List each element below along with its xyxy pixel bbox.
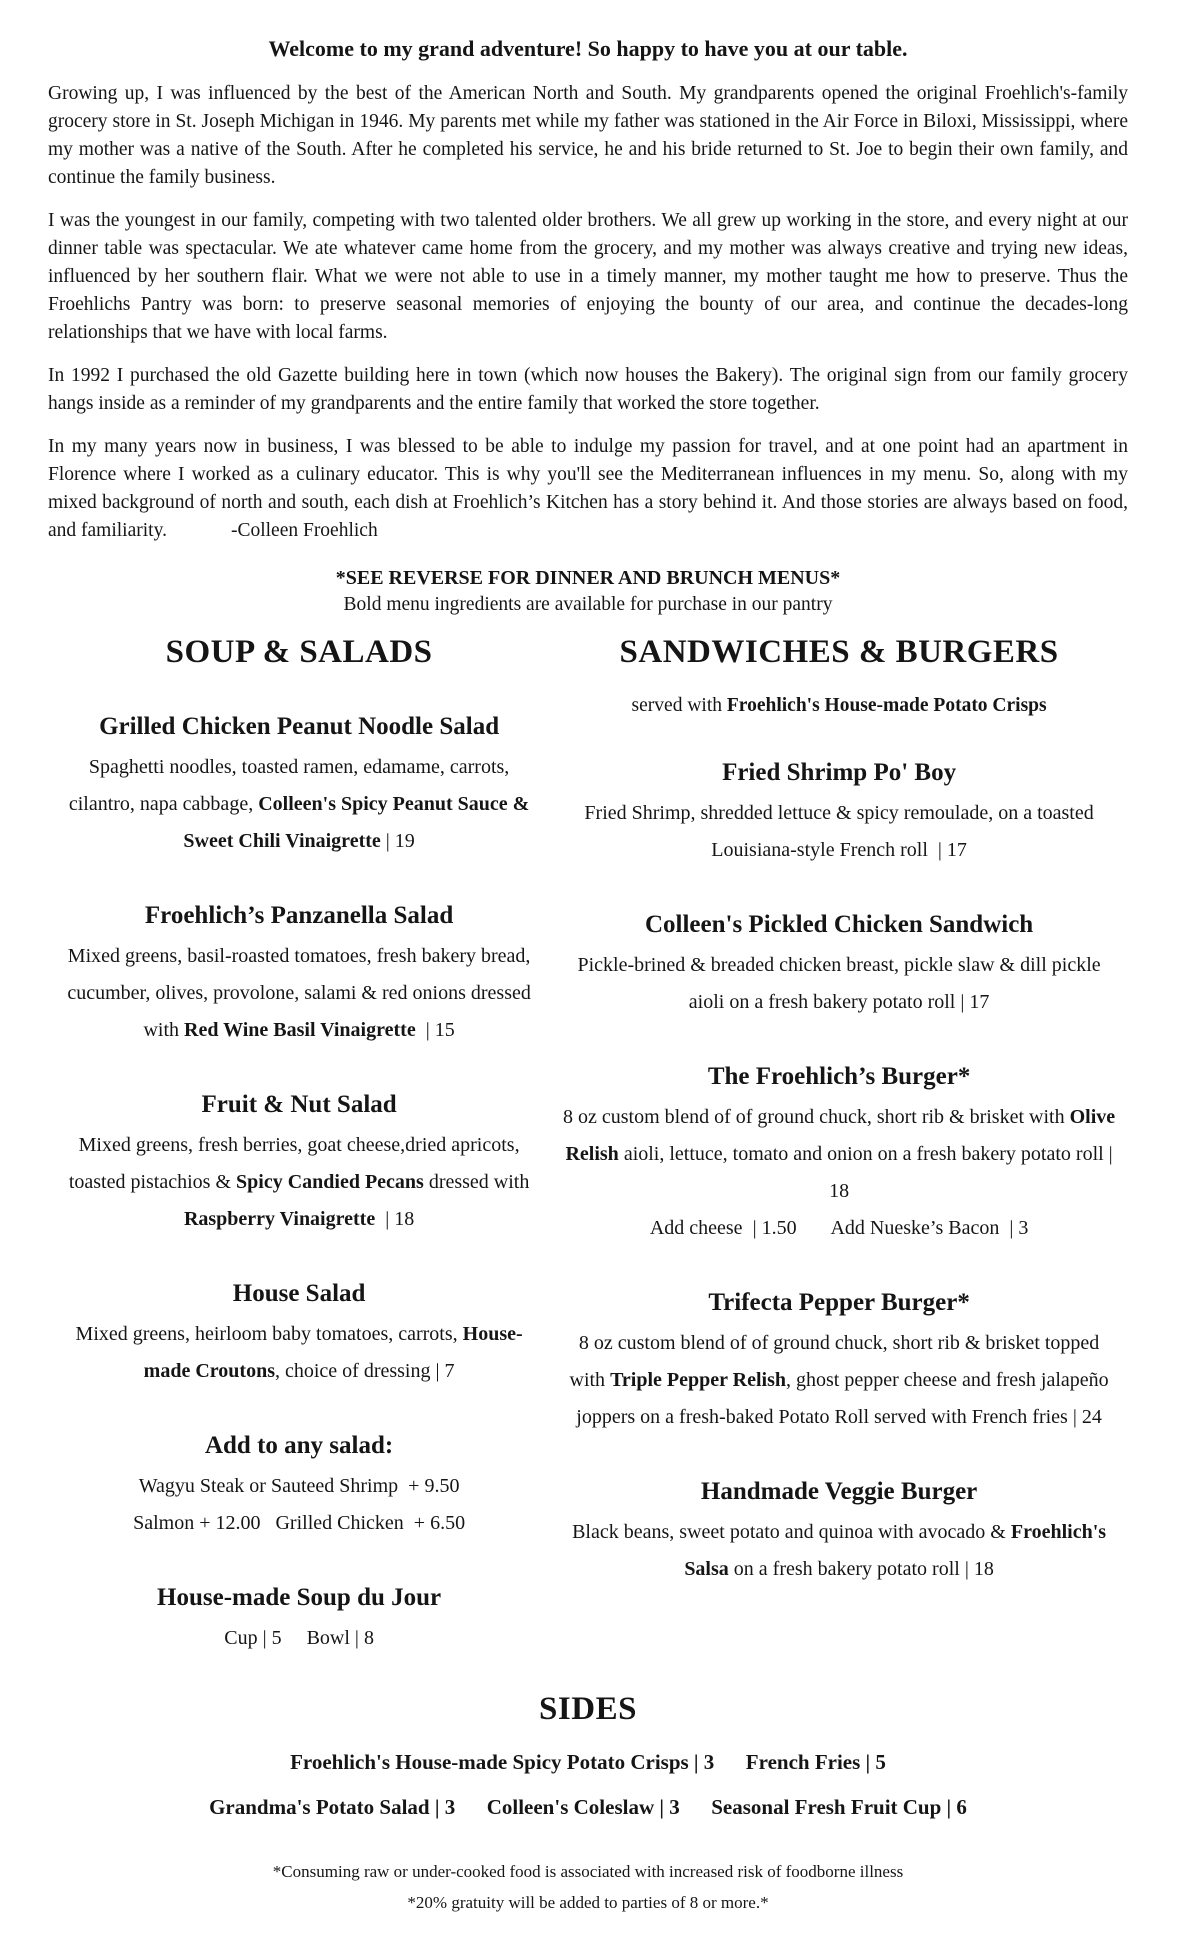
- description-text: 8 oz custom blend of of ground chuck, short rib & brisket with: [563, 1106, 1070, 1128]
- menu-item: [550, 759, 1128, 869]
- menu-item: [48, 713, 550, 860]
- sandwiches-and-burgers-items: [550, 759, 1128, 1588]
- menu-item-line: Cup | 5 Bowl | 8: [224, 1627, 374, 1649]
- menu-item-description: [559, 947, 1119, 1021]
- menu-item: [48, 902, 550, 1049]
- description-text: 8 oz custom blend of of ground chuck, short rib & brisket topped with: [569, 1332, 1105, 1391]
- menu-columns: [48, 618, 1128, 1657]
- menu-item: [550, 911, 1128, 1021]
- menu-item-name: The Froehlich’s Burger*: [707, 1063, 971, 1090]
- pantry-note: Bold menu ingredients are available for purchase in our pantry: [343, 594, 833, 615]
- description-text: Mixed greens, heirloom baby tomatoes, carrots,: [75, 1323, 463, 1345]
- menu-item: [48, 1584, 550, 1657]
- menu-item-line: Wagyu Steak or Sauteed Shrimp + 9.50: [138, 1475, 460, 1497]
- pantry-ingredient: Spicy Candied Pecans: [236, 1171, 424, 1193]
- gratuity-note: *20% gratuity will be added to parties of 8 or more.*: [407, 1893, 769, 1912]
- intro-story: [48, 80, 1128, 545]
- pantry-ingredient: Froehlich's Salsa: [684, 1521, 1112, 1580]
- pantry-ingredient: Froehlich's House-made Potato Crisps: [726, 695, 1047, 716]
- menu-item-addons: Add cheese | 1.50 Add Nueske’s Bacon | 3: [649, 1217, 1029, 1239]
- pantry-ingredient: Olive Relish: [565, 1106, 1121, 1165]
- pantry-ingredient: Raspberry Vinaigrette: [183, 1208, 376, 1230]
- menu-item-name: Add to any salad:: [204, 1432, 394, 1459]
- menu-item-name: Trifecta Pepper Burger*: [708, 1289, 970, 1316]
- menu-item-name: Colleen's Pickled Chicken Sandwich: [644, 911, 1034, 938]
- menu-item-name: Fried Shrimp Po' Boy: [722, 759, 957, 786]
- menu-item-description: [60, 938, 538, 1049]
- intro-paragraph-4: [48, 433, 1128, 545]
- menu-item-description: [60, 1127, 538, 1238]
- intro-paragraph-1: Growing up, I was influenced by the best of the American North and South. My grandparents opened the original Froehlich's-family grocery store in St. Joseph Michigan in 1946. My parents met while my father was stationed in the Air Force in Biloxi, Mississippi, where my mother was a native of the South. After he completed his service, he and his bride returned to St. Joe to begin their own family, and continue the family business.: [48, 83, 1128, 188]
- description-text: Mixed greens, fresh berries, goat cheese,dried apricots, toasted pistachios &: [68, 1134, 525, 1193]
- description-text: , choice of dressing | 7: [274, 1360, 455, 1382]
- menu-item-name: House-made Soup du Jour: [157, 1584, 442, 1611]
- menu-item: [48, 1432, 550, 1542]
- sides-title: SIDES: [539, 1691, 637, 1727]
- menu-item-description: [559, 1099, 1119, 1210]
- menu-item-name: Grilled Chicken Peanut Noodle Salad: [99, 713, 500, 740]
- pantry-ingredient: House-made Croutons: [143, 1323, 523, 1382]
- description-text: served with: [631, 695, 727, 716]
- description-text: aioli, lettuce, tomato and onion on a fresh bakery potato roll | 18: [618, 1143, 1118, 1202]
- signature: -Colleen Froehlich: [230, 520, 378, 541]
- raw-food-warning: *Consuming raw or under-cooked food is associated with increased risk of foodborne illness: [272, 1862, 904, 1881]
- menu-item-name: Froehlich’s Panzanella Salad: [144, 902, 454, 929]
- description-text: | 18: [375, 1208, 415, 1230]
- soup-and-salads-items: [48, 713, 550, 1657]
- menu-item: [550, 1289, 1128, 1436]
- menu-item-description: [559, 1325, 1119, 1436]
- sandwiches-and-burgers-section: [550, 618, 1128, 1588]
- pantry-ingredient: Red Wine Basil Vinaigrette: [184, 1019, 416, 1041]
- sides-line-1: Froehlich's House-made Spicy Potato Crisps | 3 French Fries | 5: [290, 1750, 886, 1774]
- menu-item-line: Salmon + 12.00 Grilled Chicken + 6.50: [133, 1512, 466, 1534]
- menu-item-name: Handmade Veggie Burger: [700, 1478, 978, 1505]
- description-text: , ghost pepper cheese and fresh jalapeño joppers on a fresh-baked Potato Roll served with French fries | 24: [576, 1369, 1114, 1428]
- reverse-menus-note: *SEE REVERSE FOR DINNER AND BRUNCH MENUS*: [335, 567, 841, 589]
- intro-paragraph-3: In 1992 I purchased the old Gazette building here in town (which now houses the Bakery). The original sign from our family grocery hangs inside as a reminder of my grandparents and the entire family that worked the store together.: [48, 365, 1128, 414]
- footer-notes: [48, 1856, 1128, 1918]
- description-text: Black beans, sweet potato and quinoa with avocado &: [572, 1521, 1011, 1543]
- sandwiches-and-burgers-title: SANDWICHES & BURGERS: [619, 634, 1059, 670]
- menu-item-description: [60, 749, 538, 860]
- description-text: Spaghetti noodles, toasted ramen, edamame, carrots, cilantro, napa cabbage,: [68, 756, 515, 815]
- description-text: | 19: [380, 830, 415, 852]
- sides-line-2: Grandma's Potato Salad | 3 Colleen's Coleslaw | 3 Seasonal Fresh Fruit Cup | 6: [209, 1795, 967, 1819]
- intro-paragraph-2: I was the youngest in our family, competing with two talented older brothers. We all grew up working in the store, and every night at our dinner table was spectacular. We ate whatever came home from the grocery, and my mother was always creative and trying new ideas, influenced by her southern flair. What we were not able to use in a timely manner, my mother taught me how to preserve. Thus the Froehlichs Pantry was born: to preserve seasonal memories of enjoying the bounty of our area, and continue the decades-long relationships that we have with local farms.: [48, 210, 1128, 343]
- description-text: Mixed greens, basil-roasted tomatoes, fresh bakery bread, cucumber, olives, provolone, salami & red onions dressed with: [67, 945, 536, 1041]
- pantry-ingredient: Triple Pepper Relish: [610, 1369, 786, 1391]
- menu-item-description: [559, 1514, 1119, 1588]
- description-text: on a fresh bakery potato roll | 18: [728, 1558, 994, 1580]
- menu-item-name: House Salad: [232, 1280, 366, 1307]
- menu-item: [48, 1091, 550, 1238]
- soup-and-salads-section: [48, 618, 550, 1657]
- menu-item-description: [559, 795, 1119, 869]
- menu-item: [550, 1478, 1128, 1588]
- menu-item: [48, 1280, 550, 1390]
- description-text: dressed with: [423, 1171, 535, 1193]
- description-text: | 15: [415, 1019, 455, 1041]
- description-text: Pickle-brined & breaded chicken breast, pickle slaw & dill pickle aioli on a fresh bakery potato roll | 17: [577, 954, 1106, 1013]
- sandwiches-subtitle: [550, 695, 1128, 717]
- menu-item-name: Fruit & Nut Salad: [201, 1091, 397, 1118]
- menu-item: [550, 1063, 1128, 1247]
- intro-paragraph-4-text: In my many years now in business, I was blessed to be able to indulge my passion for travel, and at one point had an apartment in Florence where I worked as a culinary educator. This is why you'll see the Mediterranean influences in my menu. So, along with my mixed background of north and south, each dish at Froehlich’s Kitchen has a story behind it. And those stories are always based on food, and familiarity.: [48, 436, 1128, 541]
- menu-item-description: [60, 1316, 538, 1390]
- description-text: Fried Shrimp, shredded lettuce & spicy remoulade, on a toasted Louisiana-style French roll | 17: [584, 802, 1099, 861]
- sides-section: [48, 1691, 1128, 1830]
- soup-and-salads-title: SOUP & SALADS: [165, 634, 433, 670]
- welcome-heading: Welcome to my grand adventure! So happy to have you at our table.: [268, 36, 908, 61]
- pantry-ingredient: Colleen's Spicy Peanut Sauce & Sweet Chili Vinaigrette: [183, 793, 535, 852]
